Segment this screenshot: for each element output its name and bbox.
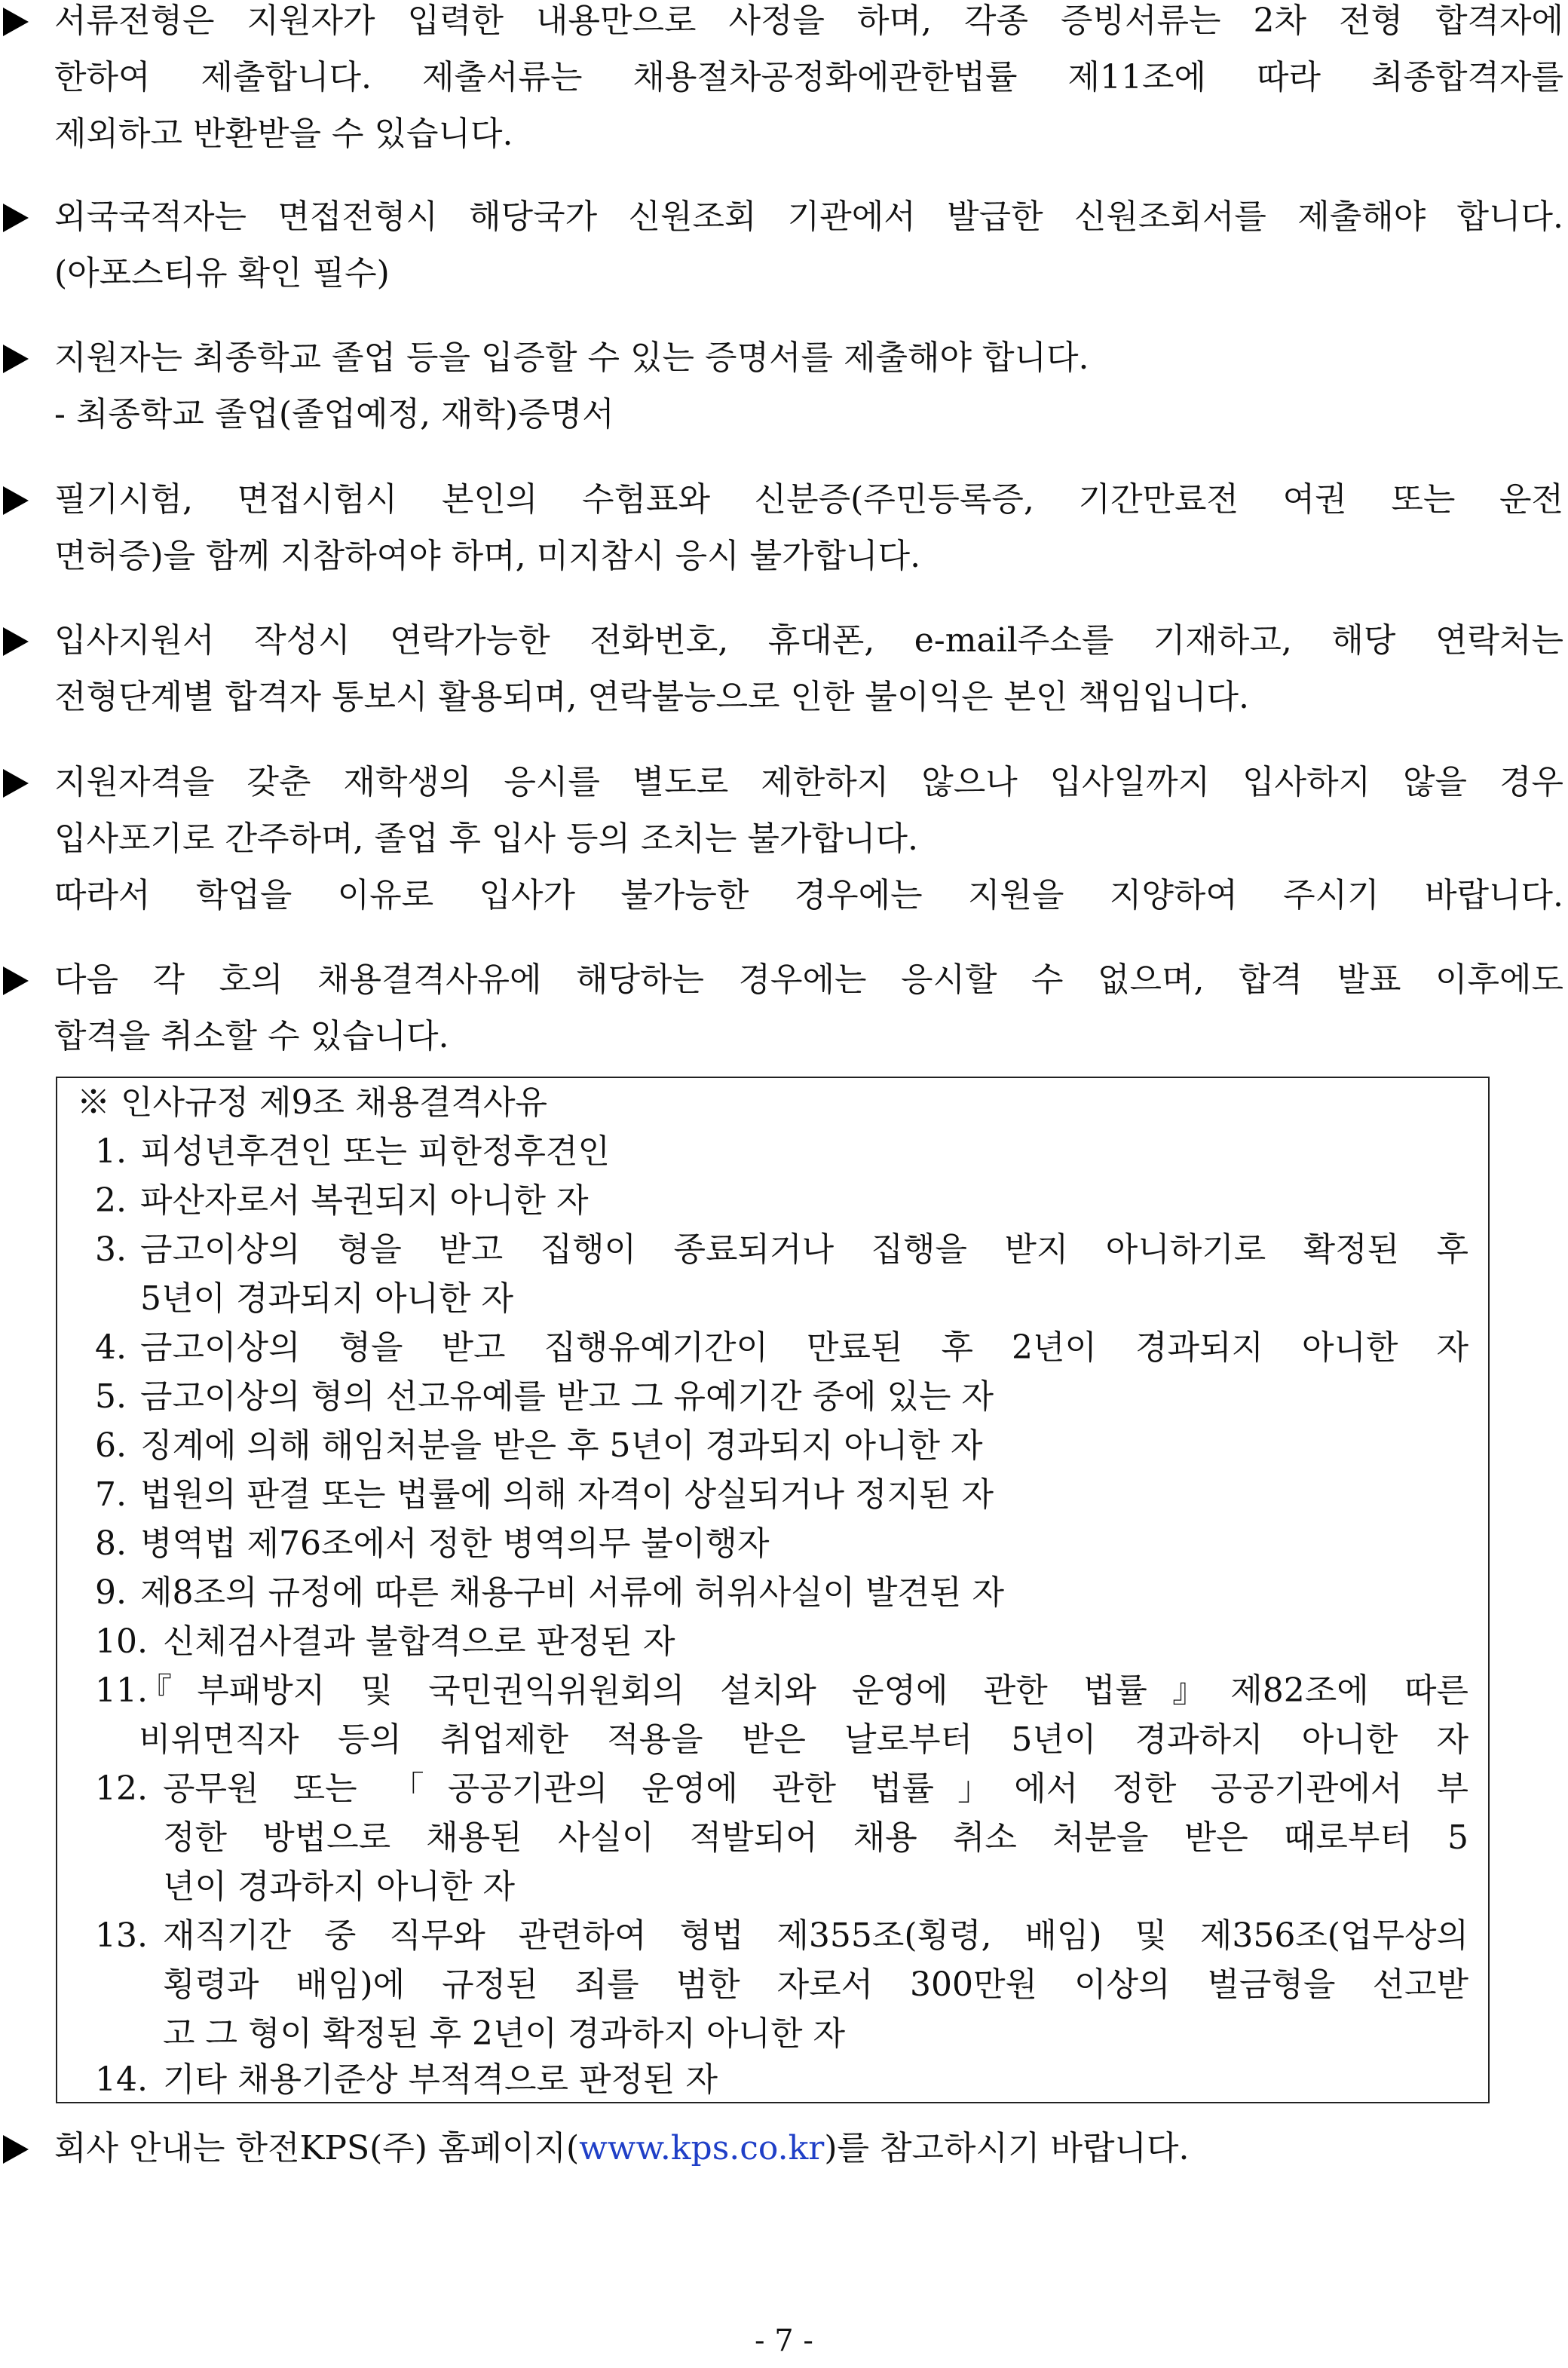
notice-text: 서류전형은 지원자가 입력한 내용만으로 사정을 하며, 각종 증빙서류는 2차 전형 합격자에 한하여 제출합니다. 제출서류는 채용절차공정화에관한법률 제11조에 따라 최종합격자를 제외하고 반환받을 수 있습니다. [54,2,1564,153]
triangle-bullet-icon [3,769,29,798]
rule-item: 1. 피성년후견인 또는 피한정후견인 [95,1132,611,1171]
rule-item: 11. 『부패방지 및 국민권익위원회의 설치와 운영에 관한 법률』제82조에 따른 비위면직자 등의 취업제한 적용을 받은 날로부터 5년이 경과하지 아니한 자 [95,1671,1468,1759]
triangle-bullet-icon [3,204,29,232]
rule-item: 3. 금고이상의 형을 받고 집행이 종료되거나 집행을 받지 아니하기로 확정된 후 5년이 경과되지 아니한 자 [95,1230,1468,1318]
notice-text: 외국국적자는 면접전형시 해당국가 신원조회 기관에서 발급한 신원조회서를 제출해야 합니다. (아포스티유 확인 필수) [54,198,1563,293]
rule-item: 8. 병역법 제76조에서 정한 병역의무 불이행자 [95,1524,770,1563]
homepage-link[interactable]: www.kps.co.kr [579,2129,825,2167]
rule-item: 4. 금고이상의 형을 받고 집행유예기간이 만료된 후 2년이 경과되지 아니한 자 [95,1328,1468,1367]
notice-text: 회사 안내는 한전KPS(주) 홈페이지(www.kps.co.kr)를 참고하시기 바랍니다. [54,2129,1190,2167]
notice-text: 필기시험, 면접시험시 본인의 수험표와 신분증(주민등록증, 기간만료전 여권 또는 운전 면허증)을 함께 지참하여야 하며, 미지참시 응시 불가합니다. [54,480,1563,575]
rule-item: 13. 재직기간 중 직무와 관련하여 형법 제355조(횡령, 배임) 및 제356조(업무상의 횡령과 배임)에 규정된 죄를 범한 자로서 300만원 이상의 벌금형을 선고받 고 그 형이 확정된 후 2년이 경과하지 아니한 자 [95,1916,1468,2053]
rule-item: 2. 파산자로서 복권되지 아니한 자 [95,1181,589,1220]
rule-item: 14. 기타 채용기준상 부적격으로 판정된 자 [95,2060,718,2099]
page-number: - 7 - [755,2324,813,2358]
disqualification-box [56,1077,1490,2103]
notice-text: 지원자격을 갖춘 재학생의 응시를 별도로 제한하지 않으나 입사일까지 입사하지 않을 경우 입사포기로 간주하며, 졸업 후 입사 등의 조치는 불가합니다. 따라서 학업을 이유로 입사가 불가능한 경우에는 지원을 지양하여 주시기 바랍니다. [54,763,1563,914]
rule-item: 12. 공무원 또는 「공공기관의 운영에 관한 법률」에서 정한 공공기관에서 부 정한 방법으로 채용된 사실이 적발되어 채용 취소 처분을 받은 때로부터 5 년이 경과하지 아니한 자 [95,1769,1468,1906]
box-title: ※ 인사규정 제9조 채용결격사유 [77,1083,547,1122]
triangle-bullet-icon [3,627,29,656]
notice-text: 지원자는 최종학교 졸업 등을 입증할 수 있는 증명서를 제출해야 합니다. - 최종학교 졸업(졸업예정, 재학)증명서 [54,339,1089,433]
rule-item: 5. 금고이상의 형의 선고유예를 받고 그 유예기간 중에 있는 자 [95,1377,994,1416]
notice-text: 다음 각 호의 채용결격사유에 해당하는 경우에는 응시할 수 없으며, 합격 발표 이후에도 합격을 취소할 수 있습니다. [54,960,1563,1055]
triangle-bullet-icon [3,486,29,515]
rule-item: 9. 제8조의 규정에 따른 채용구비 서류에 허위사실이 발견된 자 [95,1573,1004,1612]
triangle-bullet-icon [3,2135,29,2164]
rule-item: 7. 법원의 판결 또는 법률에 의해 자격이 상실되거나 정지된 자 [95,1475,994,1514]
notice-text: 입사지원서 작성시 연락가능한 전화번호, 휴대폰, e-mail주소를 기재하고, 해당 연락처는 전형단계별 합격자 통보시 활용되며, 연락불능으로 인한 불이익은 본인 책임입니다. [54,621,1563,716]
triangle-bullet-icon [3,345,29,373]
rule-item: 10. 신체검사결과 불합격으로 판정된 자 [95,1622,675,1661]
rule-item: 6. 징계에 의해 해임처분을 받은 후 5년이 경과되지 아니한 자 [95,1426,983,1465]
triangle-bullet-icon [3,966,29,995]
triangle-bullet-icon [3,8,29,36]
